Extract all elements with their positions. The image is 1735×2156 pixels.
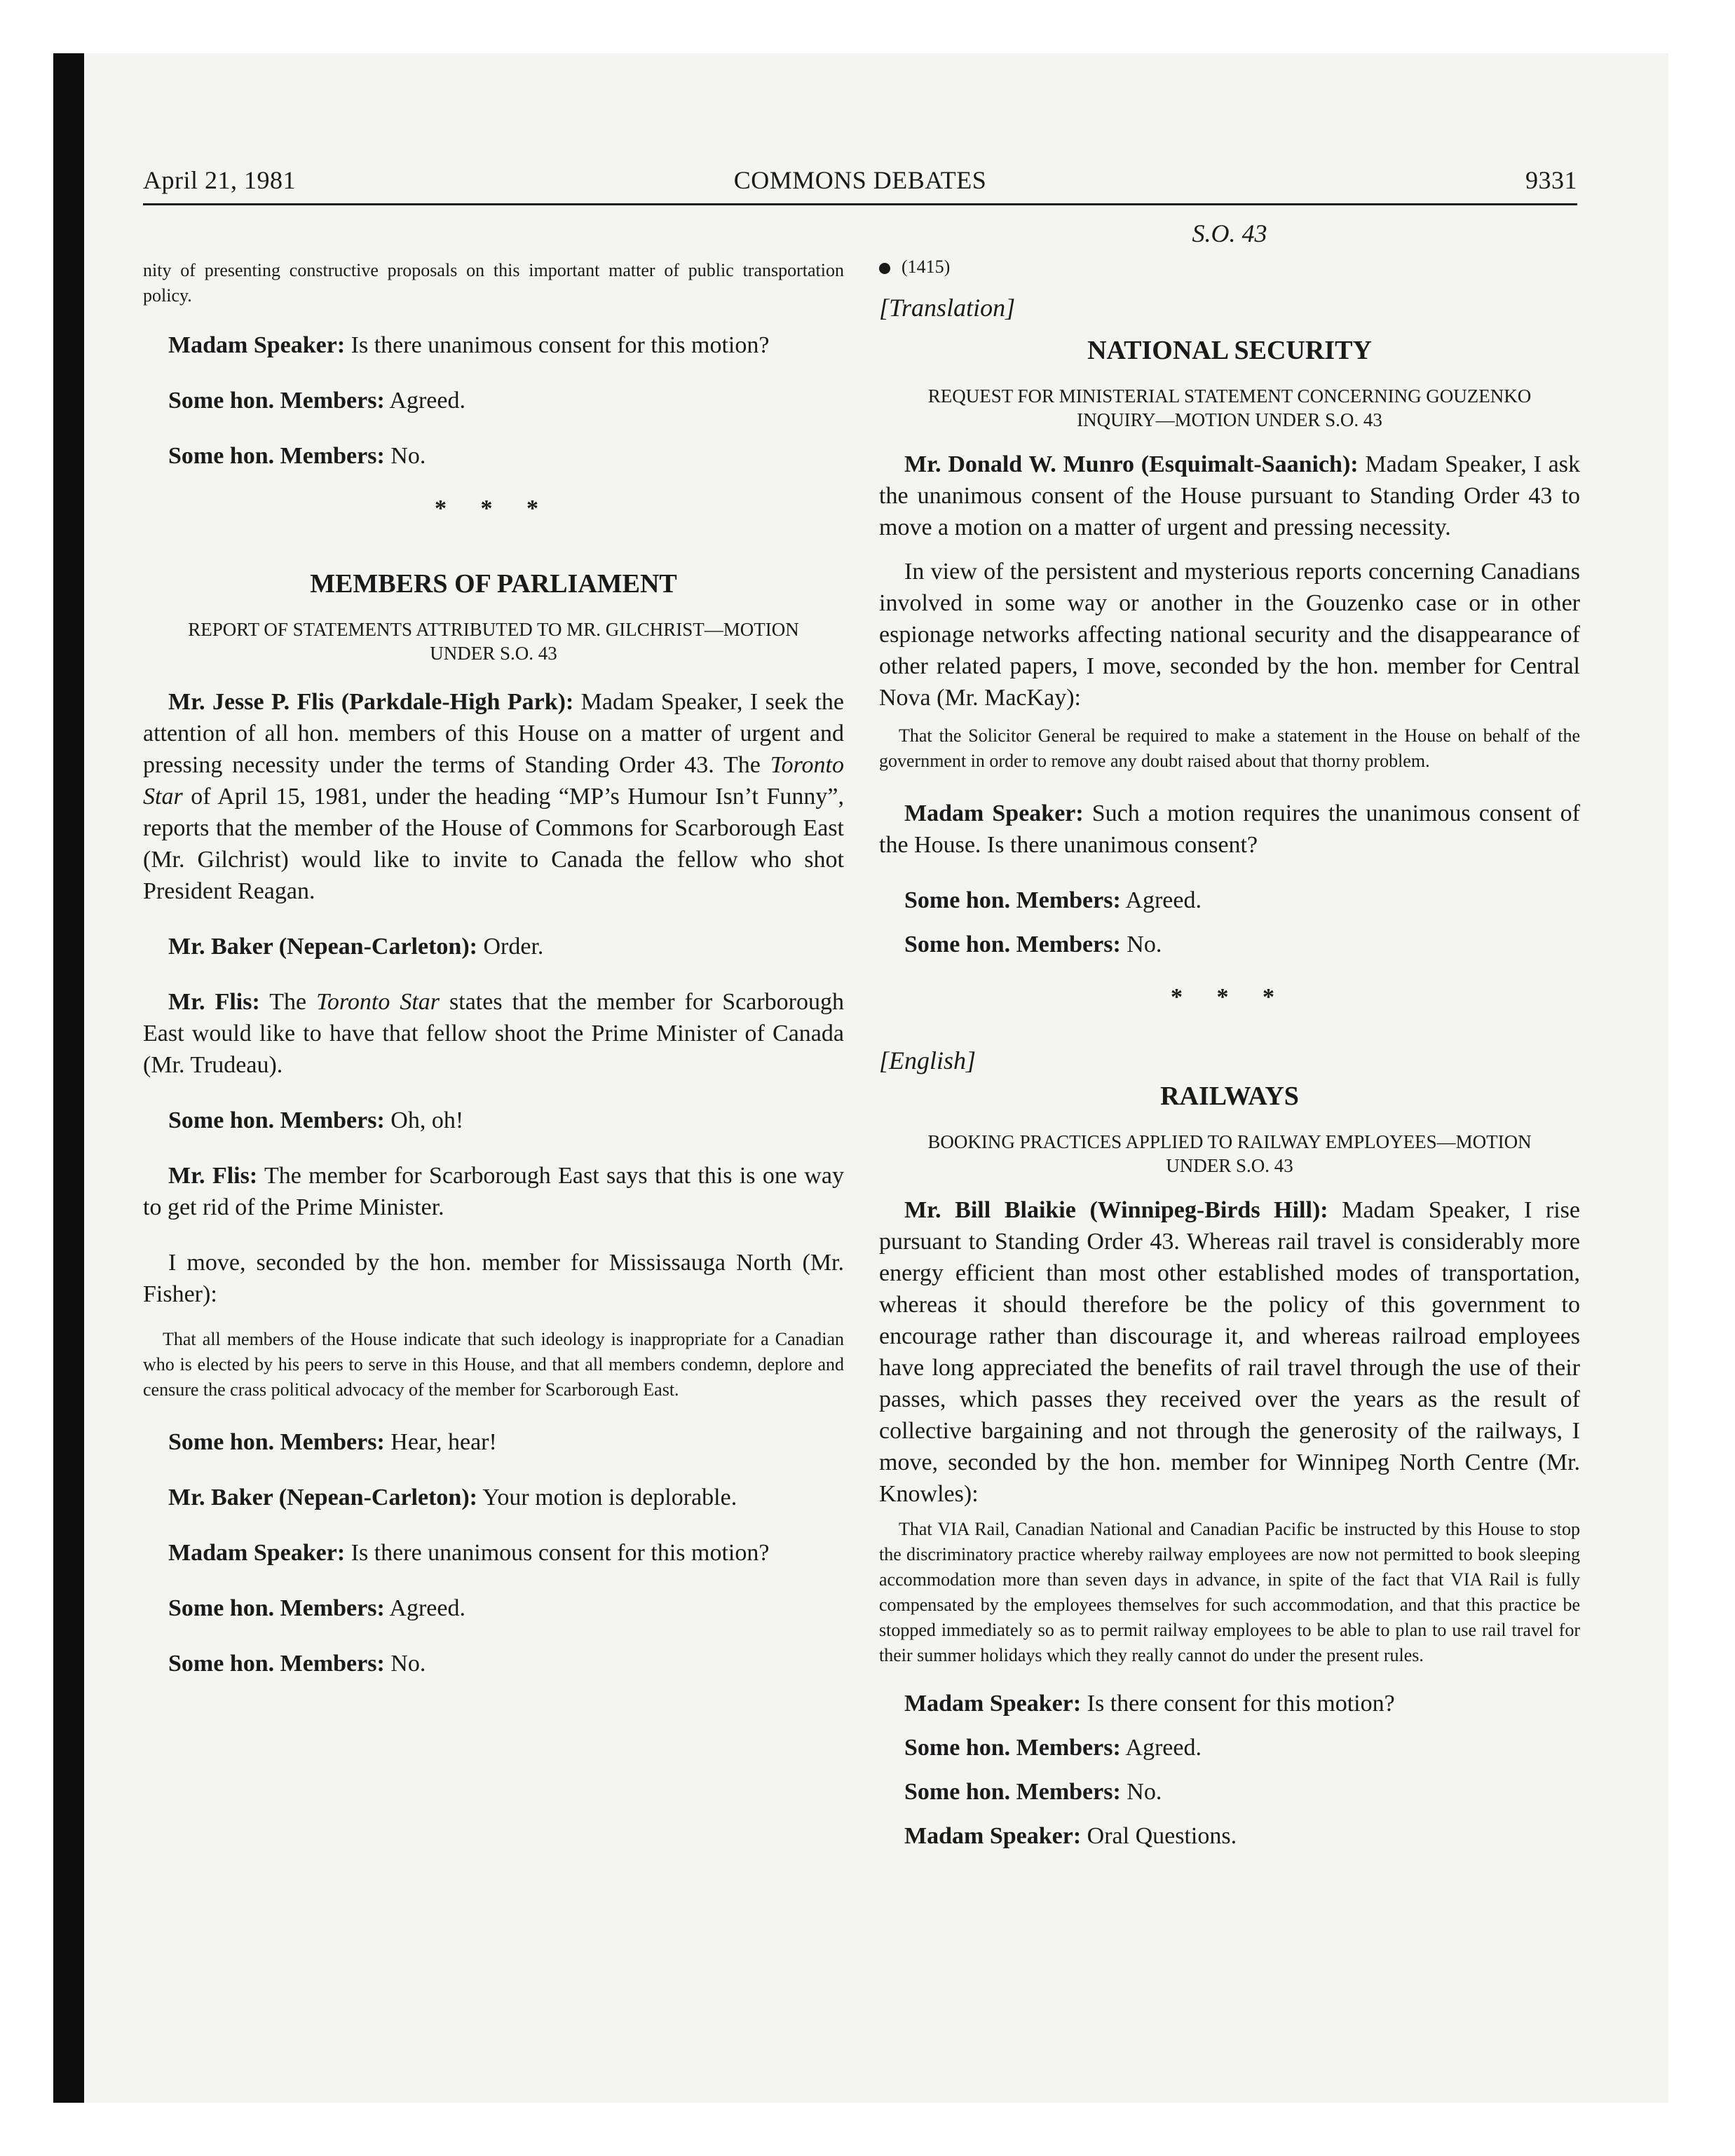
scan-margin xyxy=(0,0,53,2156)
speaker-name: Some hon. Members: xyxy=(168,1429,385,1455)
time-marker-text: (1415) xyxy=(901,257,951,277)
speech-text: Madam Speaker, I seek the attention of all hon. members of this House on a matter of urgent and pressing necessity under the terms of Standing Order 43. The xyxy=(143,689,844,778)
speaker-name: Mr. Baker (Nepean-Carleton): xyxy=(168,1485,477,1510)
header-date: April 21, 1981 xyxy=(143,166,296,194)
move-paragraph: I move, seconded by the hon. member for Mississauga North (Mr. Fisher): xyxy=(143,1250,844,1307)
motion-text: That the Solicitor General be required to make a statement in the House on behalf of the government in order to remove any doubt raised about that thorny problem. xyxy=(879,725,1580,771)
speech-members-agreed-3 xyxy=(879,1732,1580,1763)
standing-order-label: S.O. 43 xyxy=(1192,219,1267,247)
speech-blaikie xyxy=(879,1194,1580,1510)
speech-text: No. xyxy=(1120,932,1162,957)
speaker-name: Madam Speaker: xyxy=(168,1540,346,1566)
speaker-name: Some hon. Members: xyxy=(904,1779,1121,1805)
speaker-name: Madam Speaker: xyxy=(904,1823,1082,1849)
speech-baker-order xyxy=(143,931,844,962)
publication-name: Toronto Star xyxy=(143,752,844,810)
motion-text: That VIA Rail, Canadian National and Canadian Pacific be instructed by this House to stop the discriminatory practice whereby railway employees are now not permitted to book sleeping accommodation more than seven days in advance, in spite of the fact that VIA Rail is fully compensated by the employees themselves for such accommodation, and that this practice be stopped immediately so as to permit railway employees to be able to plan to use rail travel for their summer holidays which they really cannot do under the present rules. xyxy=(879,1519,1580,1665)
speech-text: No. xyxy=(384,1651,426,1677)
section-title-national-security: NATIONAL SECURITY xyxy=(1087,336,1372,365)
speech-madam-speaker xyxy=(143,329,844,361)
speech-members-no-3 xyxy=(879,1776,1580,1808)
speech-madam-speaker xyxy=(879,798,1580,861)
speech-text: Madam Speaker, I ask the unanimous consent of the House pursuant to Standing Order 43 to move a motion on a matter of urgent and pressing necessity. xyxy=(879,451,1580,540)
scan-black-edge xyxy=(53,53,84,2103)
bullet-icon xyxy=(879,263,890,274)
speech-members-agreed xyxy=(879,885,1580,916)
speaker-name: Mr. Donald W. Munro (Esquimalt-Saanich): xyxy=(904,451,1359,477)
section-separator: * * * xyxy=(1171,984,1288,1010)
speech-text: No. xyxy=(1120,1779,1162,1805)
section-subheading: REQUEST FOR MINISTERIAL STATEMENT CONCERNING GOUZENKO INQUIRY—MOTION UNDER S.O. 43 xyxy=(927,386,1532,430)
speaker-name: Some hon. Members: xyxy=(168,1595,385,1621)
speech-flis-2 xyxy=(143,986,844,1081)
speech-text: Agreed. xyxy=(1120,887,1202,913)
motion-text: That all members of the House indicate that such ideology is inappropriate for a Canadian who is elected by his peers to serve in this House, and that all members condemn, deplore and censure the crass political advocacy of the member for Scarborough East. xyxy=(143,1329,844,1400)
speaker-name: Some hon. Members: xyxy=(168,443,385,469)
speech-text: Hear, hear! xyxy=(384,1429,497,1455)
speech-text: Agreed. xyxy=(1120,1735,1202,1761)
header-rule xyxy=(143,203,1577,205)
time-marker xyxy=(879,257,1580,278)
speech-members-no xyxy=(143,440,844,472)
speaker-name: Mr. Baker (Nepean-Carleton): xyxy=(168,934,477,960)
speech-text: No. xyxy=(384,443,426,469)
speech-text: The xyxy=(259,989,317,1015)
speech-members-no xyxy=(879,929,1580,960)
speaker-name: Madam Speaker: xyxy=(168,332,346,358)
view-paragraph: In view of the persistent and mysterious reports concerning Canadians involved in some way or another in the Gouzenko case or in other espionage networks affecting national security and the disappearance of other related papers, I move, seconded by the hon. member for Central Nova (Mr. MacKay): xyxy=(879,559,1580,711)
speech-munro xyxy=(879,449,1580,543)
header-title: COMMONS DEBATES xyxy=(733,166,987,194)
speaker-name: Some hon. Members: xyxy=(168,1107,385,1133)
speech-text: of April 15, 1981, under the heading “MP’s Humour Isn’t Funny”, reports that the member of the House of Commons for Scarborough East (Mr. Gilchrist) would like to invite to Canada the fellow who shot President Reagan. xyxy=(143,784,844,904)
section-separator: * * * xyxy=(435,496,552,521)
section-subheading: REPORT OF STATEMENTS ATTRIBUTED TO MR. GILCHRIST—MOTION UNDER S.O. 43 xyxy=(188,619,799,664)
speaker-name: Mr. Flis: xyxy=(168,989,260,1015)
language-tag-translation: [Translation] xyxy=(879,294,1016,322)
language-tag-english: [English] xyxy=(879,1046,977,1074)
speech-madam-speaker-3 xyxy=(879,1688,1580,1719)
publication-name: Toronto Star xyxy=(316,989,440,1015)
right-column xyxy=(879,219,1580,1852)
speaker-name: Some hon. Members: xyxy=(904,1735,1121,1761)
speaker-name: Some hon. Members: xyxy=(904,887,1121,913)
speech-members-no-2 xyxy=(143,1648,844,1679)
section-title-members-of-parliament: MEMBERS OF PARLIAMENT xyxy=(310,569,677,599)
header-page-number: 9331 xyxy=(1525,166,1577,194)
speech-text: Agreed. xyxy=(384,1595,465,1621)
speech-members-agreed xyxy=(143,385,844,416)
speech-text: Your motion is deplorable. xyxy=(477,1485,737,1510)
speech-text: Madam Speaker, I rise pursuant to Standing Order 43. Whereas rail travel is considerably more energy efficient than most other established modes of transportation, whereas it should therefore be the policy of this government to encourage rather than discourage it, and whereas railroad employees have long appreciated the benefits of rail travel through the use of their passes, which passes they received over the years as the result of collective bargaining and not through the generosity of the railways, I move, seconded by the hon. member for Winnipeg North Centre (Mr. Knowles): xyxy=(879,1197,1581,1507)
speaker-name: Madam Speaker: xyxy=(904,1691,1082,1717)
speech-text: Oral Questions. xyxy=(1081,1823,1237,1849)
speech-text: Is there unanimous consent for this motion? xyxy=(345,1540,770,1566)
speech-flis-3 xyxy=(143,1160,844,1223)
speaker-name: Some hon. Members: xyxy=(168,388,385,414)
page-header xyxy=(143,165,1577,203)
speech-text: Such a motion requires the unanimous consent of the House. Is there unanimous consent? xyxy=(879,800,1580,858)
section-subheading: BOOKING PRACTICES APPLIED TO RAILWAY EMPLOYEES—MOTION UNDER S.O. 43 xyxy=(927,1131,1532,1176)
speech-members-agreed-2 xyxy=(143,1592,844,1624)
speech-flis xyxy=(143,686,844,907)
speaker-name: Mr. Flis: xyxy=(168,1163,258,1189)
speaker-name: Some hon. Members: xyxy=(168,1651,385,1677)
section-title-railways: RAILWAYS xyxy=(1160,1082,1299,1111)
speech-members-oh xyxy=(143,1105,844,1136)
speaker-name: Madam Speaker: xyxy=(904,800,1084,826)
speech-text: The member for Scarborough East says that this is one way to get rid of the Prime Minister. xyxy=(143,1163,845,1220)
speech-text: Agreed. xyxy=(384,388,465,414)
speaker-name: Some hon. Members: xyxy=(904,932,1121,957)
speech-text: Order. xyxy=(477,934,544,960)
speech-text: Is there unanimous consent for this motion? xyxy=(345,332,770,358)
speech-text: Is there consent for this motion? xyxy=(1081,1691,1395,1717)
speaker-name: Mr. Bill Blaikie (Winnipeg-Birds Hill): xyxy=(904,1197,1328,1223)
intro-paragraph: nity of presenting constructive proposals on this important matter of public transportation policy. xyxy=(143,260,844,306)
speech-baker-deplorable xyxy=(143,1482,844,1513)
speech-text: Oh, oh! xyxy=(384,1107,464,1133)
speech-members-hear xyxy=(143,1426,844,1458)
speech-madam-speaker-2 xyxy=(143,1537,844,1569)
left-column xyxy=(143,219,844,1679)
speech-text: states that the member for Scarborough East would like to have that fellow shoot the Prime Minister of Canada (Mr. Trudeau). xyxy=(143,989,844,1078)
speech-madam-speaker-4 xyxy=(879,1820,1580,1852)
speaker-name: Mr. Jesse P. Flis (Parkdale-High Park): xyxy=(168,689,574,715)
